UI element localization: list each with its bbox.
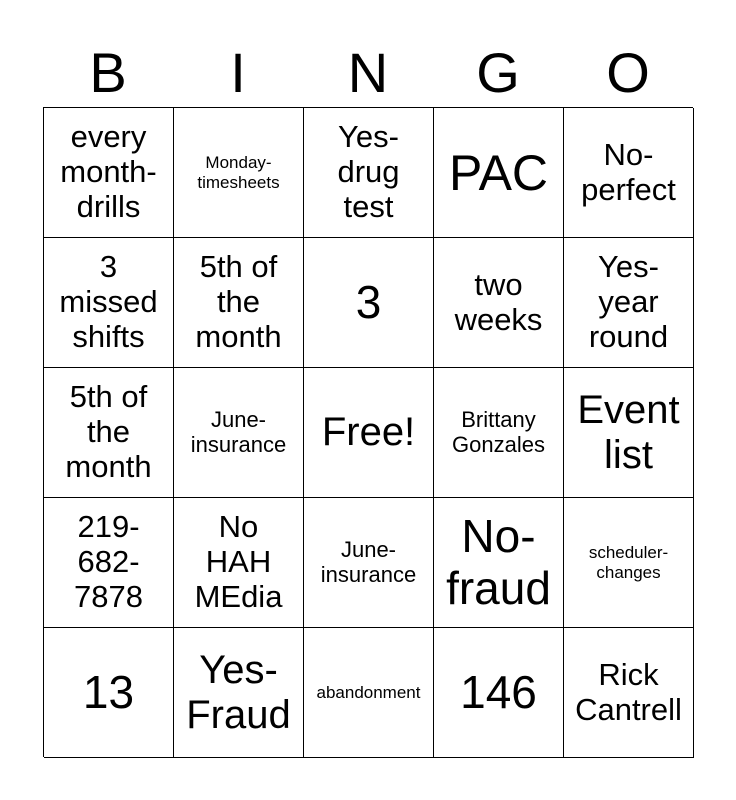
bingo-cell-r4-c5[interactable]: scheduler- changes: [564, 498, 694, 628]
bingo-cell-free-space[interactable]: Free!: [304, 368, 434, 498]
bingo-cell-r4-c3[interactable]: June- insurance: [304, 498, 434, 628]
bingo-cell-r5-c4[interactable]: 146: [434, 628, 564, 758]
bingo-cell-r4-c4[interactable]: No- fraud: [434, 498, 564, 628]
bingo-cell-r3-c4[interactable]: Brittany Gonzales: [434, 368, 564, 498]
bingo-header: [43, 40, 693, 106]
bingo-cell-r5-c1[interactable]: 13: [44, 628, 174, 758]
bingo-cell-r3-c1[interactable]: 5th of the month: [44, 368, 174, 498]
bingo-cell-r2-c3[interactable]: 3: [304, 238, 434, 368]
bingo-cell-r4-c1[interactable]: 219- 682- 7878: [44, 498, 174, 628]
bingo-cell-r2-c5[interactable]: Yes- year round: [564, 238, 694, 368]
header-letter-g: G: [476, 41, 520, 104]
bingo-cell-r5-c5[interactable]: Rick Cantrell: [564, 628, 694, 758]
header-letter-i: I: [230, 41, 246, 104]
bingo-card-grid: [43, 107, 693, 757]
bingo-cell-r5-c3[interactable]: abandonment: [304, 628, 434, 758]
bingo-cell-r2-c4[interactable]: two weeks: [434, 238, 564, 368]
bingo-cell-r2-c2[interactable]: 5th of the month: [174, 238, 304, 368]
bingo-cell-r4-c2[interactable]: No HAH MEdia: [174, 498, 304, 628]
header-letter-o: O: [606, 41, 650, 104]
header-letter-b: B: [89, 41, 127, 104]
header-letter-n: N: [347, 41, 389, 104]
bingo-cell-r3-c5[interactable]: Event list: [564, 368, 694, 498]
bingo-cell-r1-c3[interactable]: Yes- drug test: [304, 108, 434, 238]
bingo-cell-r3-c2[interactable]: June- insurance: [174, 368, 304, 498]
bingo-cell-r2-c1[interactable]: 3 missed shifts: [44, 238, 174, 368]
bingo-cell-r1-c5[interactable]: No- perfect: [564, 108, 694, 238]
bingo-cell-r1-c1[interactable]: every month- drills: [44, 108, 174, 238]
bingo-cell-r1-c4[interactable]: PAC: [434, 108, 564, 238]
bingo-cell-r1-c2[interactable]: Monday- timesheets: [174, 108, 304, 238]
bingo-cell-r5-c2[interactable]: Yes- Fraud: [174, 628, 304, 758]
